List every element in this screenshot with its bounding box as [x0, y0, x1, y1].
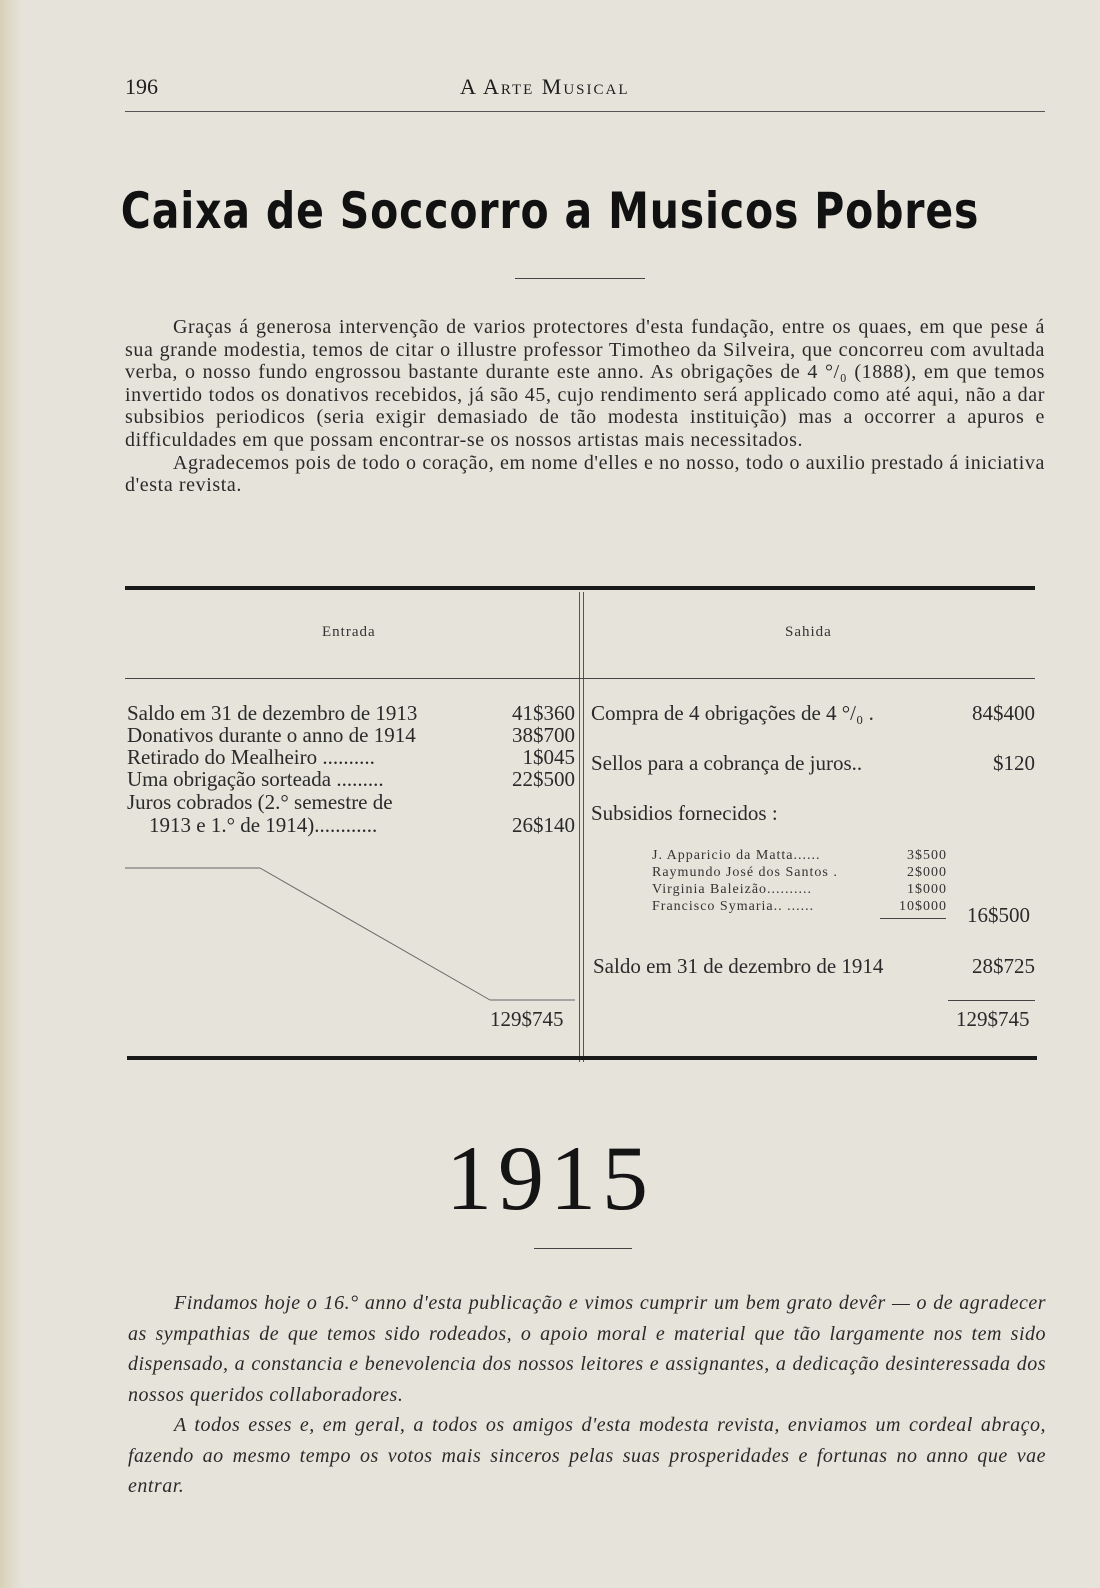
sahida-label: Sellos para a cobrança de juros.. [591, 751, 863, 775]
subsidio-name: Raymundo José dos Santos . [652, 865, 838, 880]
subsidio-row [652, 882, 947, 898]
subsidio-value: 2$000 [907, 865, 947, 880]
sahida-value: $120 [993, 751, 1035, 775]
subsidio-value: 1$000 [907, 882, 947, 897]
entrada-label: Uma obrigação sorteada ......... [127, 767, 384, 791]
entrada-label: Donativos durante o anno de 1914 [127, 723, 416, 747]
intro-paragraph: Agradecemos pois de todo o coração, em nome d'elles e no nosso, todo o auxilio prestado á iniciativa d'esta revista. [125, 451, 1045, 497]
subsidios-label: Subsidios fornecidos : [591, 801, 778, 825]
juros-label-line1: Juros cobrados (2.° semestre de [127, 790, 393, 814]
sahida-label: Compra de 4 obrigações de 4 °/₀ . [591, 701, 874, 725]
entrada-header: Entrada [322, 624, 376, 640]
subsidio-name: J. Apparicio da Matta...... [652, 848, 821, 863]
sahida-row [591, 752, 1035, 775]
ledger-bottom-rule [127, 1056, 1037, 1060]
entrada-row [127, 702, 575, 725]
sahida-value: 84$400 [972, 701, 1035, 725]
entrada-value: 1$045 [522, 745, 575, 769]
subsidio-value: 10$000 [899, 899, 947, 914]
sahida-row [591, 702, 1035, 725]
entrada-slash-line [125, 860, 580, 1010]
entrada-value: 38$700 [512, 723, 575, 747]
subsidios-total: 16$500 [967, 903, 1030, 927]
slash-diagonal [260, 868, 490, 1000]
entrada-value: 22$500 [512, 767, 575, 791]
subsidio-name: Virginia Baleizão.......... [652, 882, 813, 897]
year-divider [534, 1248, 632, 1249]
page-number: 196 [125, 74, 158, 99]
entrada-row [127, 768, 575, 791]
entrada-row [127, 814, 575, 837]
entrada-label: Saldo em 31 de dezembro de 1913 [127, 701, 418, 725]
ledger-divider-2 [583, 592, 584, 1062]
subsidios-sum-rule [880, 918, 946, 919]
article-title: Caixa de Soccorro a Musicos Pobres [120, 182, 980, 240]
entrada-value: 41$360 [512, 701, 575, 725]
intro-text [125, 316, 1045, 497]
title-divider [515, 278, 645, 279]
sahida-total: 129$745 [956, 1007, 1030, 1031]
saldo-final-label: Saldo em 31 de dezembro de 1914 [593, 954, 884, 978]
entrada-total: 129$745 [490, 1007, 564, 1031]
saldo-final-value: 28$725 [972, 954, 1035, 978]
closing-paragraph: Findamos hoje o 16.° anno d'esta publicação e vimos cumprir um bem grato devêr — o de agradecer as sympathias de que temos sido rodeados, o apoio moral e material que tão largamente nos tem sido dispensado, a constancia e benevolencia dos nossos leitores e assignantes, a dedicação desinteressada dos nossos queridos collaboradores. [128, 1292, 1046, 1406]
journal-title: A Arte Musical [460, 74, 630, 99]
closing-paragraph: A todos esses e, em geral, a todos os amigos d'esta modesta revista, enviamos um cordeal abraço, fazendo ao mesmo tempo os votos mais sinceros pelas suas prosperidades e fortunas no anno que vae entrar. [128, 1414, 1046, 1497]
subsidio-row [652, 865, 947, 881]
ledger-header-rule [125, 678, 1035, 679]
saldo-final-row [593, 955, 1035, 978]
juros-value: 26$140 [512, 813, 575, 837]
sahida-header: Sahida [785, 624, 832, 640]
subsidio-name: Francisco Symaria.. ...... [652, 899, 815, 914]
closing-text [128, 1288, 1046, 1502]
intro-paragraph: Graças á generosa intervenção de varios protectores d'esta fundação, entre os quaes, em que pese á sua grande modestia, temos de citar o illustre professor Timotheo da Silveira, que concorreu com avultada verba, o nosso fundo engrossou bastante durante este anno. As obrigações de 4 °/₀ (1888), em que temos invertido todos os donativos recebidos, já são 45, cujo rendimento será applicado como até aqui, não a dar subsibios periodicos (seria exigir demasiado de tão modesta instituição) mas a occorrer a apuros e difficuldades em que possam encontrar-se os nossos artistas mais necessitados. [125, 316, 1045, 451]
page-edge [0, 0, 22, 1588]
header-rule [125, 111, 1045, 112]
subsidio-value: 3$500 [907, 848, 947, 863]
total-rule-right [948, 1000, 1035, 1001]
subsidio-row [652, 848, 947, 864]
ledger-top-rule [125, 586, 1035, 590]
entrada-label: Retirado do Mealheiro .......... [127, 745, 375, 769]
subsidio-row [652, 899, 947, 915]
year-heading: 1915 [446, 1127, 654, 1229]
entrada-row [127, 746, 575, 769]
juros-label-line2: 1913 e 1.° de 1914)............ [149, 813, 378, 837]
entrada-row [127, 724, 575, 747]
